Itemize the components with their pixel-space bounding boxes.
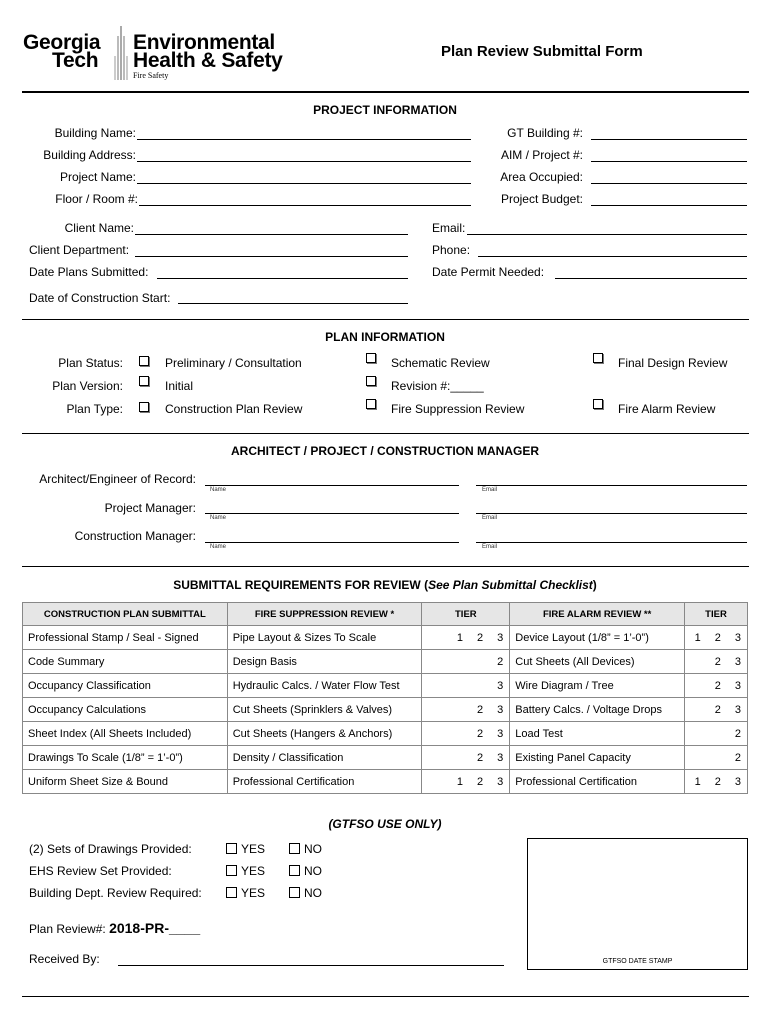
fire-alarm-checkbox[interactable] [593,399,603,409]
column-header: CONSTRUCTION PLAN SUBMITTAL [23,603,228,626]
table-cell: Cut Sheets (Sprinklers & Valves) [227,698,422,722]
bldg-no-option[interactable] [289,886,322,900]
area-occupied-label: Area Occupied: [500,170,583,184]
tier-cell [422,698,510,722]
tier-cell [422,650,510,674]
tier-cell [685,698,748,722]
date-plans-submitted-label: Date Plans Submitted: [29,265,149,279]
pm-label: Project Manager: [104,501,196,515]
revision-checkbox[interactable] [366,376,376,386]
tier-value: 3 [497,727,504,740]
logo-georgia: Georgia [23,31,101,54]
construction-plan-option: Construction Plan Review [165,402,303,416]
table-header-row [23,603,748,626]
tier-value: 1 [694,631,701,644]
fire-alarm-option: Fire Alarm Review [618,402,716,416]
building-name-field[interactable] [137,139,471,140]
ehs-review-set-label: EHS Review Set Provided: [29,864,172,878]
tier-cell [685,722,748,746]
table-row [23,674,748,698]
tier-value: 2 [714,655,721,668]
tier-cell [685,674,748,698]
column-header: FIRE SUPPRESSION REVIEW * [227,603,422,626]
tier-cell [685,626,748,650]
pm-name-hint: Name [210,515,227,521]
table-cell: Professional Certification [227,770,422,794]
preliminary-option: Preliminary / Consultation [165,356,302,370]
project-budget-label: Project Budget: [500,192,583,206]
tier-value: 2 [477,703,484,716]
client-department-label: Client Department: [29,243,130,257]
table-cell: Cut Sheets (All Devices) [510,650,685,674]
fire-suppression-checkbox[interactable] [366,399,376,409]
table-cell: Occupancy Calculations [23,698,228,722]
pm-email-field[interactable] [476,513,747,514]
logo-fire-safety: Fire Safety [133,71,169,80]
checkbox[interactable] [289,843,300,854]
schematic-checkbox[interactable] [366,353,376,363]
area-occupied-field[interactable] [591,183,747,184]
column-header: TIER [685,603,748,626]
divider [22,566,749,567]
table-cell: Code Summary [23,650,228,674]
sets-of-drawings-label: (2) Sets of Drawings Provided: [29,842,192,856]
tier-value: 2 [714,775,721,788]
section-title-project: PROJECT INFORMATION [313,103,457,117]
tier-value: 2 [714,679,721,692]
cm-email-field[interactable] [476,542,747,543]
table-cell: Device Layout (1/8” = 1’-0”) [510,626,685,650]
tier-value: 1 [456,775,464,788]
section-title-plan: PLAN INFORMATION [325,330,445,344]
tier-cell [685,746,748,770]
checkbox[interactable] [226,843,237,854]
bldg-yes-option[interactable] [226,886,265,900]
date-construction-start-label: Date of Construction Start: [29,291,171,305]
sets-no-option[interactable] [289,842,322,856]
building-address-label: Building Address: [43,148,136,162]
plan-status-label: Plan Status: [58,356,123,370]
table-cell: Design Basis [227,650,422,674]
aer-label: Architect/Engineer of Record: [39,472,196,486]
column-header: TIER [422,603,510,626]
pm-name-field[interactable] [205,513,459,514]
tier-value: 2 [714,631,721,644]
requirements-title-italic: See Plan Submittal Checklist [428,578,593,592]
cm-name-hint: Name [210,544,227,550]
tier-value: 3 [734,703,741,716]
plan-version-label: Plan Version: [52,379,123,393]
aer-name-hint: Name [210,487,227,493]
ehs-yes-option[interactable] [226,864,265,878]
tier-value: 2 [477,775,484,788]
date-permit-needed-field[interactable] [555,278,747,279]
column-header: FIRE ALARM REVIEW ** [510,603,685,626]
date-permit-needed-label: Date Permit Needed: [432,265,545,279]
divider [22,996,749,997]
tier-value: 3 [497,631,504,644]
logo-tech: Tech [52,49,99,72]
building-dept-review-label: Building Dept. Review Required: [29,886,202,900]
tier-value: 2 [714,703,721,716]
table-row [23,722,748,746]
no-label: NO [304,886,322,900]
received-by-label: Received By: [29,952,100,966]
tier-value: 1 [456,631,464,644]
table-cell: Professional Certification [510,770,685,794]
table-cell: Professional Stamp / Seal - Signed [23,626,228,650]
yes-label: YES [241,886,266,900]
section-title-architect: ARCHITECT / PROJECT / CONSTRUCTION MANAGER [230,444,539,458]
tier-value: 2 [477,751,484,764]
plan-review-label: Plan Review#: [29,922,106,936]
yes-label: YES [241,842,266,856]
checkbox[interactable] [289,865,300,876]
table-cell: Sheet Index (All Sheets Included) [23,722,228,746]
tier-value: 3 [734,655,741,668]
date-stamp-box [527,838,748,970]
construction-plan-checkbox[interactable] [139,402,149,412]
table-cell: Cut Sheets (Hangers & Anchors) [227,722,422,746]
section-title-gtfso: (GTFSO USE ONLY) [328,817,442,831]
tier-value: 3 [734,775,741,788]
building-address-field[interactable] [137,161,471,162]
table-row [23,626,748,650]
logo-environmental: Environmental [133,31,275,54]
date-construction-start-field[interactable] [178,303,408,304]
fire-suppression-option: Fire Suppression Review [391,402,525,416]
requirements-title-end: ) [592,578,597,592]
final-design-checkbox[interactable] [593,353,603,363]
form-title: Plan Review Submittal Form [441,43,643,60]
initial-checkbox[interactable] [139,376,149,386]
tier-value: 2 [497,655,504,668]
table-row [23,698,748,722]
tier-value: 2 [477,727,484,740]
aer-name-field[interactable] [205,485,459,486]
plan-type-label: Plan Type: [66,402,123,416]
client-name-label: Client Name: [64,221,134,235]
schematic-option: Schematic Review [391,356,490,370]
checkbox[interactable] [226,887,237,898]
sets-yes-option[interactable] [226,842,265,856]
phone-field[interactable] [478,256,747,257]
section-title-requirements [0,578,770,592]
yes-label: YES [241,864,266,878]
checkbox[interactable] [226,865,237,876]
tier-cell [422,746,510,770]
tier-cell [422,770,510,794]
table-row [23,770,748,794]
tier-value: 3 [497,703,504,716]
pm-email-hint: Email [482,515,498,521]
phone-label: Phone: [432,243,471,257]
tier-cell [422,626,510,650]
client-department-field[interactable] [135,256,408,257]
table-cell: Load Test [510,722,685,746]
no-label: NO [304,864,322,878]
tier-value: 3 [734,631,741,644]
tier-value: 2 [734,727,741,740]
aim-project-field[interactable] [591,161,747,162]
final-design-option: Final Design Review [618,356,728,370]
tower-icon [113,26,129,82]
aer-email-field[interactable] [476,485,747,486]
checkbox[interactable] [289,887,300,898]
tier-cell [422,722,510,746]
email-field[interactable] [467,234,747,235]
table-cell: Occupancy Classification [23,674,228,698]
tier-cell [422,674,510,698]
gt-building-label: GT Building #: [507,126,583,140]
table-cell: Battery Calcs. / Voltage Drops [510,698,685,722]
divider [22,319,749,320]
cm-name-field[interactable] [205,542,459,543]
email-label: Email: [432,221,466,235]
aer-email-hint: Email [482,487,498,493]
divider [22,433,749,434]
table-cell: Drawings To Scale (1/8” = 1’-0”) [23,746,228,770]
tier-value: 2 [734,751,741,764]
ehs-no-option[interactable] [289,864,322,878]
plan-review-value: 2018-PR-____ [109,920,201,936]
divider [22,91,749,93]
gt-building-field[interactable] [591,139,747,140]
project-budget-field[interactable] [591,205,747,206]
tier-value: 3 [497,679,504,692]
tier-cell [685,770,748,794]
requirements-table [22,602,748,794]
stamp-label: GTFSO DATE STAMP [602,958,673,965]
tier-value: 2 [477,631,484,644]
tier-value: 3 [734,679,741,692]
tier-value: 3 [497,775,504,788]
project-name-label: Project Name: [59,170,136,184]
table-cell: Existing Panel Capacity [510,746,685,770]
cm-email-hint: Email [482,544,498,550]
table-row [23,650,748,674]
table-cell: Uniform Sheet Size & Bound [23,770,228,794]
table-cell: Pipe Layout & Sizes To Scale [227,626,422,650]
cm-label: Construction Manager: [74,529,196,543]
table-row [23,746,748,770]
received-by-field[interactable] [118,965,504,966]
building-name-label: Building Name: [54,126,136,140]
floor-room-label: Floor / Room #: [55,192,138,206]
project-name-field[interactable] [137,183,471,184]
tier-cell [685,650,748,674]
logo-health-safety: Health & Safety [133,49,283,72]
no-label: NO [304,842,322,856]
plan-review-number [29,920,200,936]
floor-room-field[interactable] [139,205,471,206]
revision-option: Revision #:_____ [391,379,484,393]
client-name-field[interactable] [135,234,408,235]
preliminary-checkbox[interactable] [139,356,149,366]
initial-option: Initial [165,379,194,393]
table-cell: Hydraulic Calcs. / Water Flow Test [227,674,422,698]
requirements-title: SUBMITTAL REQUIREMENTS FOR REVIEW ( [173,578,429,592]
table-cell: Wire Diagram / Tree [510,674,685,698]
aim-project-label: AIM / Project #: [500,148,583,162]
table-cell: Density / Classification [227,746,422,770]
tier-value: 3 [497,751,504,764]
date-plans-submitted-field[interactable] [157,278,408,279]
tier-value: 1 [694,775,701,788]
